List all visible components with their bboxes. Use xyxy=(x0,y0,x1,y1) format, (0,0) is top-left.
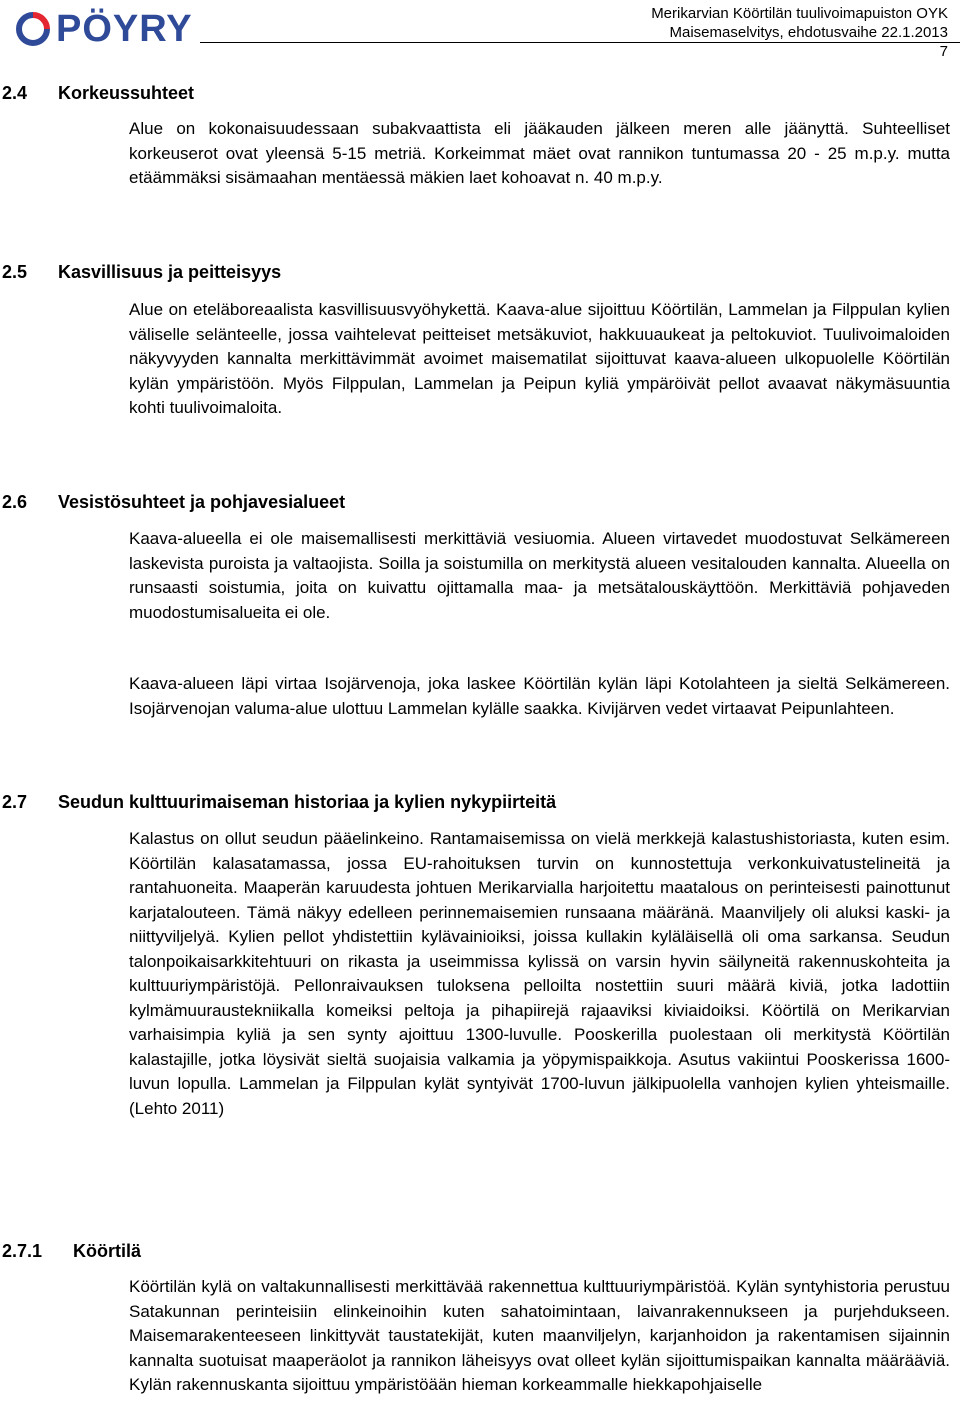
heading-title: Vesistösuhteet ja pohjavesialueet xyxy=(58,492,346,512)
heading-2-7 xyxy=(2,791,556,813)
heading-number: 2.7 xyxy=(2,792,28,812)
paragraph-kasvillisuus: Alue on eteläboreaalista kasvillisuusvyöhykettä. Kaava-alue sijoittuu Köörtilän, Lammelan ja Filppulan kylien väliselle selänteelle, jossa vaihtelevat peitteiset metsäkuviot, hakkuuaukeat ja peltokuviot. Tuulivoimaloiden näkyvyyden kannalta merkittävimmät avoimet maisematilat sijoittuvat kaava-alueen ulkopuolelle Köörtilän kylän ympäristöön. Myös Filppulan, Lammelan ja Peipun kyliä ympäröivät pellot avaavat näkymäsuuntia kohti tuulivoimaloita. xyxy=(129,300,950,417)
document-header xyxy=(651,4,948,61)
heading-title: Korkeussuhteet xyxy=(58,83,195,103)
heading-title: Kasvillisuus ja peitteisyys xyxy=(58,262,282,282)
paragraph-vesistot-1: Kaava-alueella ei ole maisemallisesti merkittäviä vesiuomia. Alueen virtavedet muodostuvat Selkämereen laskevista puroista ja valtaojista. Soilla ja soistumilla on merkitystä alueen vesitalouden kannalta. Alueella on runsaasti soistumia, joita on kuivattu ojittamalla maa- ja metsätalouskäyttöön. Merkittäviä pohjaveden muodostumisalueita ei ole. xyxy=(129,529,950,622)
heading-number: 2.6 xyxy=(2,492,28,512)
heading-2-7-1 xyxy=(2,1240,141,1262)
heading-number: 2.5 xyxy=(2,262,28,282)
heading-number: 2.4 xyxy=(2,83,28,103)
poyry-logo xyxy=(16,10,193,48)
paragraph-koortila: Köörtilän kylä on valtakunnallisesti merkittävää rakennettua kulttuuriympäristöä. Kylän syntyhistoria perustuu Satakunnan perinteisiin elinkeinoihin kuten sahatoimintaan, laivanrakennukseen ja purjehdukseen. Maisemarakenteeseen linkittyvät taustatekijät, kuten maanviljelyn, karjanhoidon ja rakentamisen sijainnin kannalta suotuisat maaperäolot ja rannikon läheisyys ovat olleet kylän sijoittumispaikan kannalta määrääviä. Kylän rakennuskanta sijoittuu ympäristöään hieman korkeammalle hiekkapohjaiselle xyxy=(129,1277,950,1394)
heading-title: Seudun kulttuurimaiseman historiaa ja kylien nykypiirteitä xyxy=(58,792,557,812)
paragraph-vesistot-2: Kaava-alueen läpi virtaa Isojärvenoja, joka laskee Köörtilän kylän läpi Kotolahteen ja sieltä Selkämereen. Isojärvenojan valuma-alue ulottuu Lammelan kylälle saakka. Kivijärven vedet virtaavat Peipunlahteen. xyxy=(129,674,950,718)
heading-title: Köörtilä xyxy=(73,1241,142,1261)
page-number: 7 xyxy=(939,43,948,60)
heading-2-5 xyxy=(2,261,281,283)
document-title: Merikarvian Köörtilän tuulivoimapuiston OYK xyxy=(651,5,948,22)
heading-2-6 xyxy=(2,491,345,513)
paragraph-kulttuurimaisema: Kalastus on ollut seudun pääelinkeino. Rantamaisemissa on vielä merkkejä kalastushistoriasta, kuten esim. Köörtilän kalasatamassa, jossa EU-rahoituksen turvin on kunnostettuja verkonkuivatustelineitä ja rantahuoneita. Maaperän karuudesta johtuen Merikarvialla harjoitettu maatalous on perinteisesti painottunut karjatalouteen. Tämä näkyy edelleen perinnemaisemien runsaana määränä. Maanviljely oli aluksi kaski- ja niittyviljelyä. Kylien pellot yhdistettiin kylävainioiksi, joissa kullakin kyläläisellä oli oma sarkansa. Seudun talonpoikaisarkkitehtuuri on rikasta ja useimmissa kylissä on varsin hyvin säilyneitä rakennuskohteita ja kulttuuriympäristöjä. Pellonraivauksen tuloksena pelloilta nostettiin suuri määrä kiviä, jotka ladottiin kylmämuuraustekniikalla komeiksi peltoja ja pihapiirejä rajaaviksi kiviaidoiksi. Köörtilä on Merikarvian varhaisimpia kyliä ja sen synty ajoittuu 1300-luvulle. Pooskerilla puolestaan oli merkitystä Köörtilän kalastajille, jotka löysivät sieltä suojaisia valkamia ja yöpymispaikkoja. Asutus vakiintui Pooskerissa 1600-luvun lopulla. Lammelan ja Filppulan kylät syntyivät 1700-luvun jälkipuolella vanhojen kylien yhteismaille. (Lehto 2011) xyxy=(129,829,950,1118)
document-subtitle: Maisemaselvitys, ehdotusvaihe 22.1.2013 xyxy=(669,24,948,41)
heading-number: 2.7.1 xyxy=(2,1241,43,1261)
header-divider xyxy=(200,42,960,43)
poyry-logo-text: PÖYRY xyxy=(56,8,193,50)
poyry-logo-mark-icon xyxy=(16,12,50,46)
paragraph-korkeussuhteet: Alue on kokonaisuudessaan subakvaattista eli jääkauden jälkeen meren alle jäänyttä. Suhteelliset korkeuserot ovat yleensä 5-15 metriä. Korkeimmat mäet ovat rannikon tuntumassa 20 - 25 m.p.y. mutta etäämmäksi sisämaahan mentäessä mäkien laet kohoavat n. 40 m.p.y. xyxy=(129,119,950,187)
heading-2-4 xyxy=(2,82,194,104)
